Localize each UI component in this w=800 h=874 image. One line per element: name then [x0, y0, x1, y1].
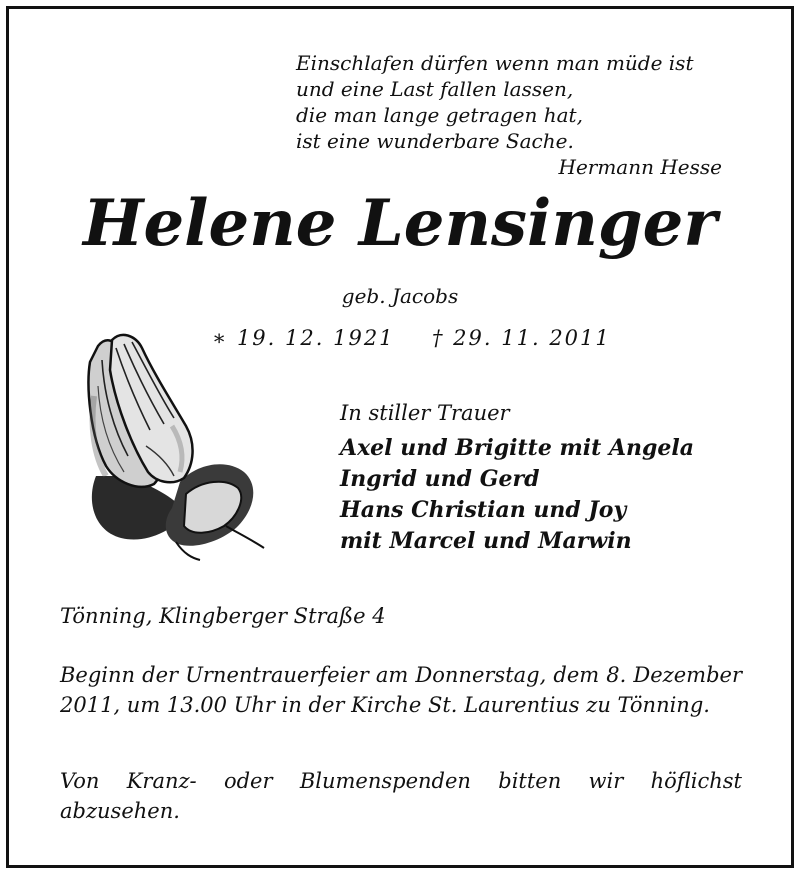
- funeral-service-text: Beginn der Urnentrauerfeier am Donnerstag, dem 8. Dezember 2011, um 13.00 Uhr in der Kirche St. Laurentius zu Tönning.: [60, 663, 742, 717]
- death-date: † 29. 11. 2011: [432, 326, 611, 350]
- deceased-name: Helene Lensinger: [82, 186, 718, 261]
- mourner-line: Ingrid und Gerd: [340, 466, 540, 492]
- birth-name: geb. Jacobs: [341, 284, 459, 308]
- quote-line: ist eine wunderbare Sache.: [296, 129, 574, 153]
- praying-hands-icon: [76, 326, 266, 562]
- quote-line: und eine Last fallen lassen,: [296, 77, 574, 101]
- birth-date: ∗ 19. 12. 1921: [212, 326, 395, 350]
- quote-line: die man lange getragen hat,: [296, 103, 583, 127]
- mourner-line: mit Marcel und Marwin: [340, 528, 632, 554]
- quote-author: Hermann Hesse: [558, 155, 722, 179]
- quote-line: Einschlafen dürfen wenn man müde ist: [296, 51, 694, 75]
- mourner-line: Hans Christian und Joy: [340, 497, 627, 523]
- mourners-block: [340, 398, 694, 557]
- mourning-intro: In stiller Trauer: [340, 401, 510, 425]
- poem-quote: [296, 50, 726, 180]
- family-address: Tönning, Klingberger Straße 4: [60, 604, 386, 628]
- mourner-line: Axel und Brigitte mit Angela: [340, 435, 695, 461]
- donation-request-text: Von Kranz- oder Blumenspenden bitten wir höflichst abzusehen.: [60, 769, 742, 823]
